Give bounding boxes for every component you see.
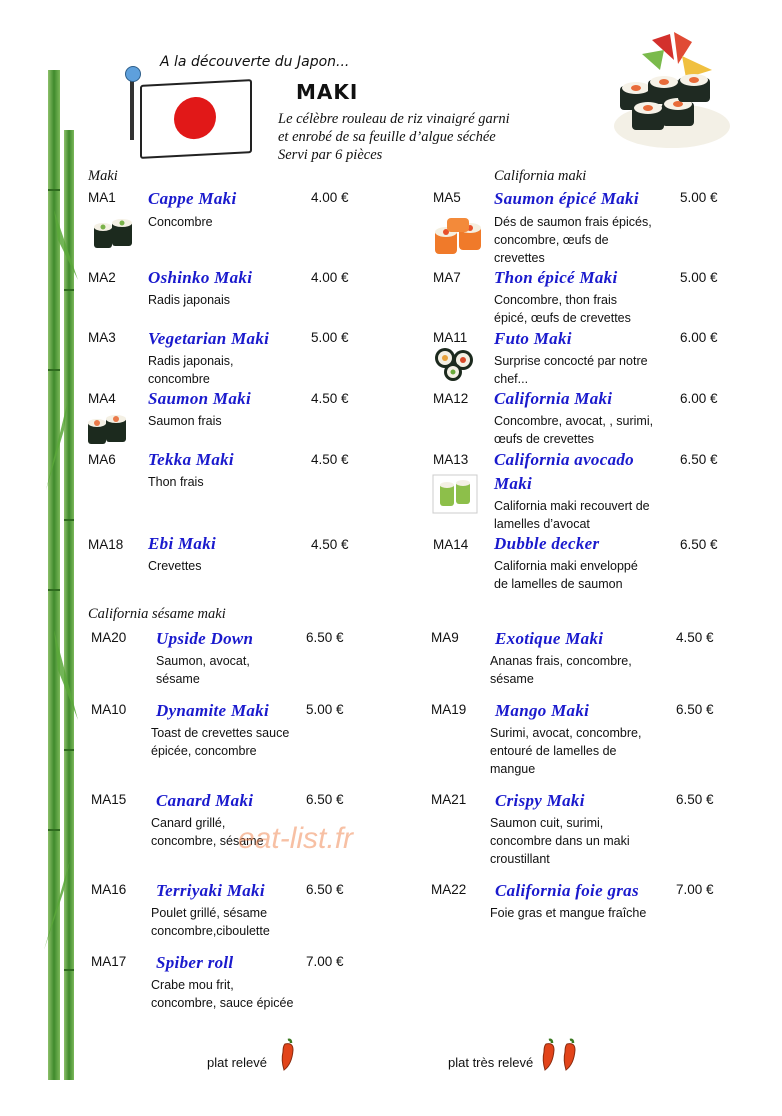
japan-flag-icon: [140, 79, 252, 159]
chili-pepper-icon: [561, 1038, 579, 1072]
item-code: MA1: [88, 190, 116, 205]
item-code: MA15: [91, 792, 127, 807]
item-name: Crispy Maki: [495, 791, 585, 810]
item-code: MA3: [88, 330, 116, 345]
item-description: [151, 904, 270, 940]
section-heading-california-sesame: California sésame maki: [88, 606, 226, 622]
item-description: [494, 557, 638, 593]
chili-pepper-icon: [540, 1038, 558, 1072]
sushi-platter-photo: [612, 30, 732, 150]
item-description: [494, 497, 650, 533]
item-description-line: Crevettes: [148, 559, 202, 573]
item-name: Saumon épicé Maki: [494, 189, 639, 208]
item-code: MA13: [433, 452, 469, 467]
item-name: Vegetarian Maki: [148, 329, 270, 348]
item-code: MA10: [91, 702, 127, 717]
item-description: [148, 473, 204, 491]
item-price: 5.00 €: [306, 702, 344, 717]
item-description: [490, 652, 632, 688]
header-description: [278, 110, 510, 164]
item-description-line: Crabe mou frit,: [151, 978, 234, 992]
item-code: MA19: [431, 702, 467, 717]
item-code: MA7: [433, 270, 461, 285]
item-code: MA11: [433, 330, 468, 345]
item-name: Canard Maki: [156, 791, 254, 810]
maki-thumbnail-image: [92, 218, 136, 254]
item-name: Dubble decker: [494, 534, 600, 553]
item-description-line: California maki enveloppé: [494, 559, 638, 573]
item-name: Spiber roll: [156, 953, 234, 972]
item-description-line: concombre, sauce épicée: [151, 996, 294, 1010]
header-description-line: Servi par 6 pièces: [278, 147, 383, 163]
item-description: [156, 652, 250, 688]
header-tagline: A la découverte du Japon...: [160, 54, 350, 70]
item-code: MA6: [88, 452, 116, 467]
item-price: 6.00 €: [680, 330, 718, 345]
item-description-line: Surimi, avocat, concombre,: [490, 726, 642, 740]
page-title: MAKI: [296, 80, 359, 104]
item-name: Ebi Maki: [148, 534, 217, 553]
item-description: [490, 724, 641, 778]
item-description-line: sésame: [156, 672, 200, 686]
item-code: MA2: [88, 270, 116, 285]
california-avocado-maki-image: [432, 474, 478, 514]
item-price: 6.00 €: [680, 391, 718, 406]
item-price: 6.50 €: [306, 792, 344, 807]
item-code: MA5: [433, 190, 461, 205]
item-description-line: Saumon frais: [148, 414, 222, 428]
section-heading-california-maki: California maki: [494, 168, 587, 184]
item-price: 4.00 €: [311, 270, 349, 285]
item-description: [148, 213, 213, 231]
item-name: Saumon Maki: [148, 389, 251, 408]
flag-sun: [174, 96, 216, 140]
japan-flag-graphic: [120, 70, 260, 160]
item-description: [494, 213, 652, 267]
item-price: 6.50 €: [680, 452, 718, 467]
item-description-line: Saumon cuit, surimi,: [490, 816, 604, 830]
item-price: 6.50 €: [676, 792, 714, 807]
item-price: 4.00 €: [311, 190, 349, 205]
item-price: 4.50 €: [676, 630, 714, 645]
item-name: Terriyaki Maki: [156, 881, 265, 900]
item-price: 4.50 €: [311, 537, 349, 552]
item-name: Dynamite Maki: [156, 701, 269, 720]
item-name: California avocado: [494, 450, 634, 469]
spicy-salmon-maki-image: [433, 216, 485, 258]
item-name: Thon épicé Maki: [494, 268, 618, 287]
item-code: MA21: [431, 792, 467, 807]
item-name: Oshinko Maki: [148, 268, 253, 287]
item-description: [148, 291, 230, 309]
item-code: MA17: [91, 954, 127, 969]
item-code: MA16: [91, 882, 127, 897]
item-description-line: concombre, sésame: [151, 834, 264, 848]
item-description-line: crevettes: [494, 251, 545, 265]
pushpin-head: [125, 66, 141, 82]
item-description: [494, 352, 648, 388]
item-name: Futo Maki: [494, 329, 572, 348]
item-price: 7.00 €: [676, 882, 714, 897]
chili-pepper-icon: [279, 1038, 297, 1072]
item-description-line: concombre, œufs de: [494, 233, 609, 247]
item-price: 5.00 €: [680, 190, 718, 205]
item-description-line: épicé, œufs de crevettes: [494, 311, 631, 325]
item-description-line: croustillant: [490, 852, 550, 866]
item-description-line: Concombre, thon frais: [494, 293, 617, 307]
item-description: [494, 412, 653, 448]
watermark: eat-list.fr: [238, 822, 354, 855]
item-code: MA4: [88, 391, 116, 406]
item-description: [148, 412, 222, 430]
item-code: MA14: [433, 537, 469, 552]
item-description-line: Toast de crevettes sauce: [151, 726, 290, 740]
item-description-line: Concombre, avocat, , surimi,: [494, 414, 654, 428]
item-description-line: Canard grillé,: [151, 816, 226, 830]
item-price: 5.00 €: [680, 270, 718, 285]
item-description: [148, 557, 202, 575]
item-code: MA9: [431, 630, 459, 645]
bamboo-decoration: [44, 70, 80, 1080]
item-price: 6.50 €: [306, 630, 344, 645]
header-description-line: et enrobé de sa feuille d’algue séchée: [278, 129, 496, 145]
item-description-line: concombre: [148, 372, 210, 386]
item-name: California Maki: [494, 389, 613, 408]
item-price: 6.50 €: [676, 702, 714, 717]
item-description-line: de lamelles de saumon: [494, 577, 623, 591]
item-name: Exotique Maki: [495, 629, 604, 648]
item-name-continued: Maki: [494, 474, 533, 493]
item-description-line: Surprise concocté par notre: [494, 354, 648, 368]
item-description-line: sésame: [490, 672, 534, 686]
legend-spicy-label: plat relevé: [207, 1055, 267, 1070]
legend-very-spicy-label: plat très relevé: [448, 1055, 534, 1070]
item-description-line: œufs de crevettes: [494, 432, 595, 446]
item-description-line: chef...: [494, 372, 529, 386]
item-description-line: Ananas frais, concombre,: [490, 654, 632, 668]
item-name: Mango Maki: [495, 701, 590, 720]
item-price: 6.50 €: [306, 882, 344, 897]
maki-thumbnail-image: [86, 414, 130, 450]
item-description-line: California maki recouvert de: [494, 499, 650, 513]
item-code: MA22: [431, 882, 467, 897]
item-price: 7.00 €: [306, 954, 344, 969]
item-description: [490, 904, 646, 922]
item-code: MA18: [88, 537, 124, 552]
futo-maki-image: [433, 346, 477, 382]
item-description-line: Dés de saumon frais épicés,: [494, 215, 652, 229]
item-description-line: Concombre: [148, 215, 213, 229]
item-name: California foie gras: [495, 881, 639, 900]
section-heading-maki: Maki: [88, 168, 118, 184]
item-code: MA12: [433, 391, 469, 406]
item-price: 6.50 €: [680, 537, 718, 552]
item-name: Tekka Maki: [148, 450, 234, 469]
item-description-line: Poulet grillé, sésame: [151, 906, 268, 920]
item-description: [151, 976, 293, 1012]
item-description-line: concombre,ciboulette: [151, 924, 270, 938]
item-description-line: Foie gras et mangue fraîche: [490, 906, 647, 920]
item-price: 4.50 €: [311, 452, 349, 467]
item-description: [494, 291, 631, 327]
item-description-line: Thon frais: [148, 475, 204, 489]
item-description-line: Saumon, avocat,: [156, 654, 250, 668]
header-description-line: Le célèbre rouleau de riz vinaigré garni: [278, 111, 510, 127]
item-description-line: Radis japonais,: [148, 354, 234, 368]
item-code: MA20: [91, 630, 127, 645]
item-description: [151, 724, 289, 760]
item-name: Cappe Maki: [148, 189, 237, 208]
item-description-line: mangue: [490, 762, 536, 776]
item-description: [148, 352, 233, 388]
item-description-line: concombre dans un maki: [490, 834, 630, 848]
item-description-line: lamelles d’avocat: [494, 517, 590, 531]
item-description-line: Radis japonais: [148, 293, 230, 307]
item-description-line: entouré de lamelles de: [490, 744, 617, 758]
item-description: [490, 814, 630, 868]
item-price: 4.50 €: [311, 391, 349, 406]
item-price: 5.00 €: [311, 330, 349, 345]
item-description-line: épicée, concombre: [151, 744, 257, 758]
item-name: Upside Down: [156, 629, 254, 648]
